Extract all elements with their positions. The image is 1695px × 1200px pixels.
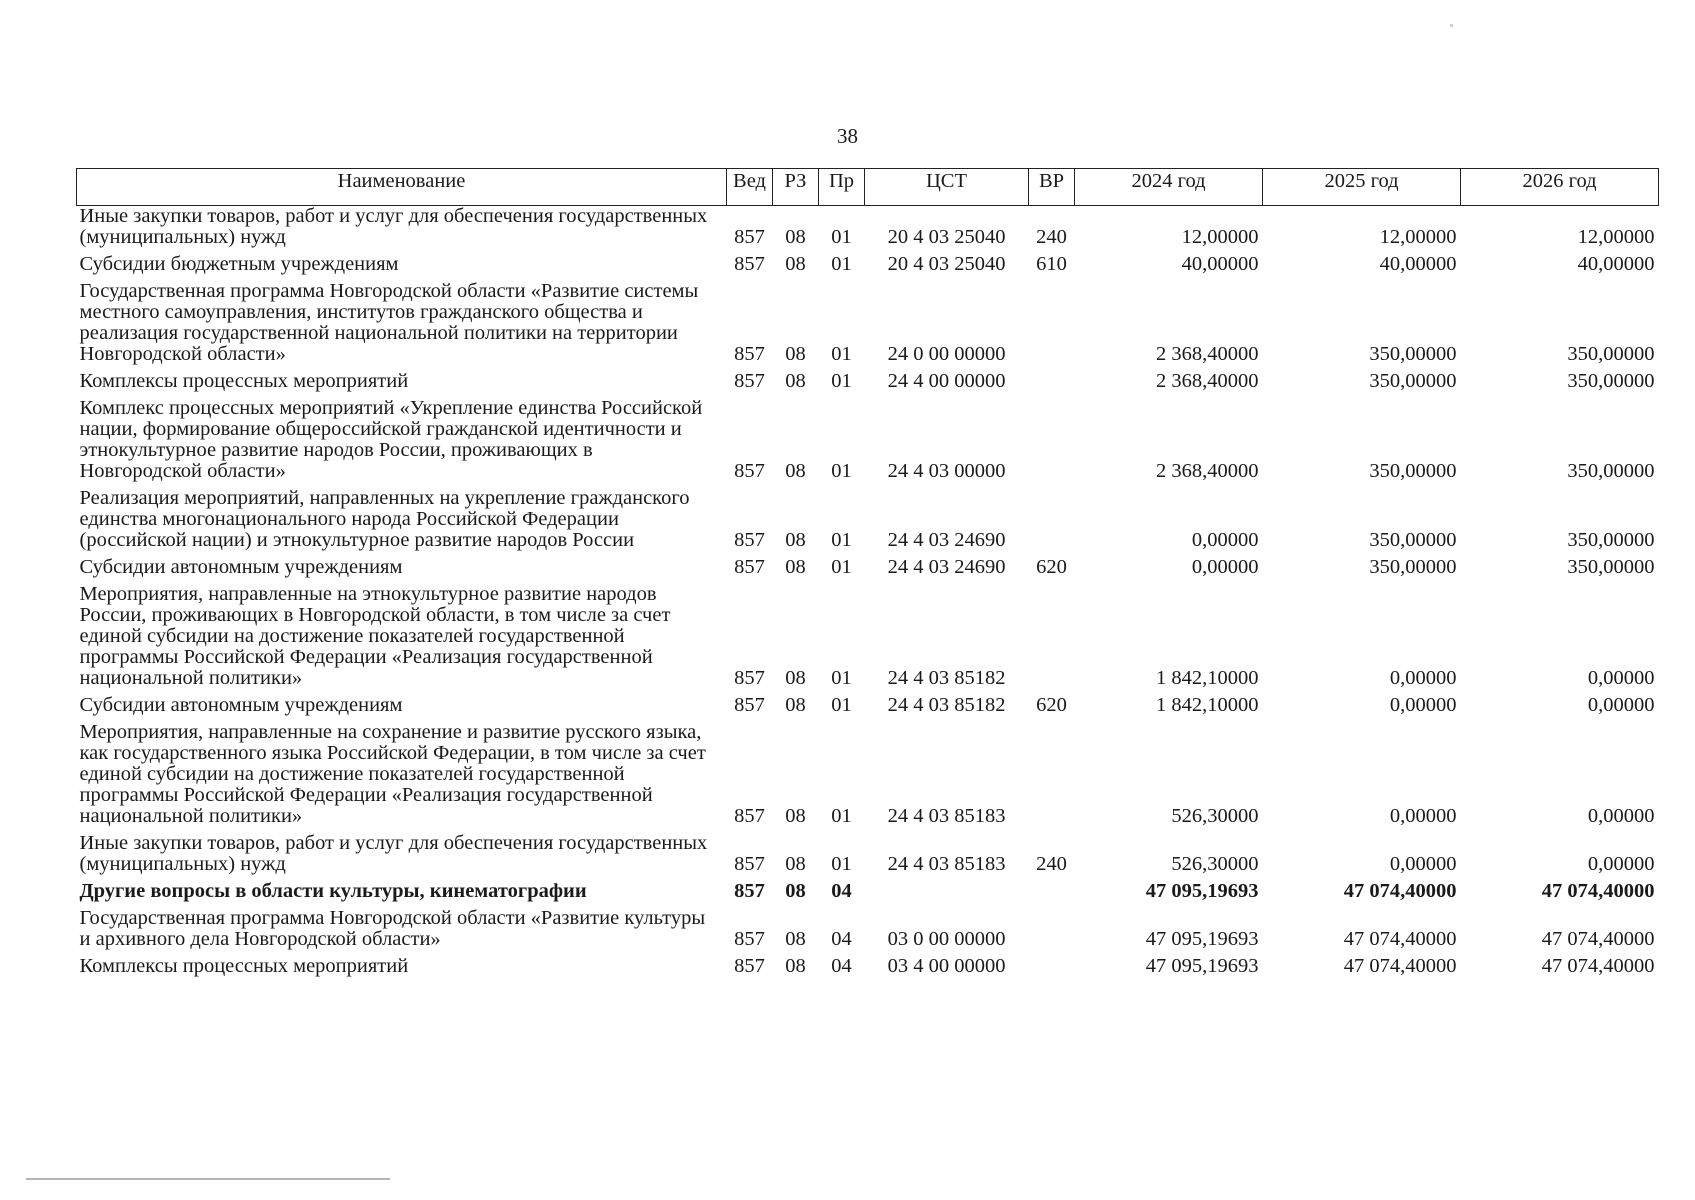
cell-rz: 08 [785,343,806,365]
cell-2026: 47 074,40000 [1541,955,1655,977]
header-vr: ВР [1029,169,1075,206]
cell-2025: 12,00000 [1379,226,1457,248]
cell-vr [1029,371,1075,398]
cell-2024: 12,00000 [1181,226,1259,248]
table-row [77,557,1659,584]
cell-name: Субсидии автономным учреждениям [79,694,403,716]
cell-cst: 03 0 00 00000 [887,928,1006,950]
cell-2025: 0,00000 [1389,805,1457,827]
cell-cst: 24 4 00 00000 [887,370,1006,392]
cell-ved: 857 [734,955,765,977]
cell-2024: 0,00000 [1191,556,1259,578]
cell-vr [1029,881,1075,908]
cell-name: Иные закупки товаров, работ и услуг для обеспечения государственных (муниципальных) нужд [79,205,708,248]
scan-artifact-dot [1450,24,1453,27]
cell-2024: 47 095,19693 [1145,928,1259,950]
cell-rz: 08 [785,226,806,248]
cell-2025: 350,00000 [1369,370,1457,392]
cell-pr: 01 [831,226,852,248]
cell-vr [1029,722,1075,833]
cell-cst: 20 4 03 25040 [887,226,1006,248]
cell-cst: 24 4 03 24690 [887,556,1006,578]
cell-vr [1029,488,1075,557]
table-row [77,956,1659,983]
cell-name: Реализация мероприятий, направленных на укрепление гражданского единства многонационального народа Российской Федерации (российской нации) и этнокультурное развитие народов России [79,487,690,551]
cell-rz: 08 [785,253,806,275]
cell-ved: 857 [734,556,765,578]
cell-rz: 08 [785,556,806,578]
cell-2026: 350,00000 [1567,370,1655,392]
table-row [77,398,1659,488]
table-row [77,371,1659,398]
cell-vr: 610 [1036,253,1067,275]
cell-2024: 526,30000 [1171,805,1259,827]
cell-2026: 350,00000 [1567,529,1655,551]
table-row [77,206,1659,255]
table-row [77,584,1659,695]
cell-rz: 08 [785,667,806,689]
cell-cst [865,881,1029,908]
cell-2026: 350,00000 [1567,556,1655,578]
cell-pr: 01 [831,853,852,875]
cell-ved: 857 [734,226,765,248]
cell-2024: 47 095,19693 [1145,955,1259,977]
table-row [77,488,1659,557]
cell-pr: 04 [831,955,852,977]
table-row [77,695,1659,722]
table-header-row [77,169,1659,206]
cell-name: Иные закупки товаров, работ и услуг для обеспечения государственных (муниципальных) нужд [79,832,708,875]
cell-2026: 0,00000 [1587,805,1655,827]
cell-2024: 40,00000 [1181,253,1259,275]
cell-2025: 350,00000 [1369,460,1457,482]
cell-ved: 857 [734,880,765,902]
cell-2026: 0,00000 [1587,667,1655,689]
cell-pr: 01 [831,805,852,827]
cell-vr: 240 [1036,853,1067,875]
cell-rz: 08 [785,928,806,950]
table-row [77,281,1659,371]
cell-rz: 08 [785,694,806,716]
cell-2024: 526,30000 [1171,853,1259,875]
cell-pr: 01 [831,667,852,689]
cell-name: Комплексы процессных мероприятий [79,955,409,977]
header-name: Наименование [77,169,727,206]
table-row [77,833,1659,881]
cell-name: Комплекс процессных мероприятий «Укрепление единства Российской нации, формирование общероссийской гражданской идентичности и этнокультурное развитие народов России, проживающих в Новгородской области» [79,397,703,482]
cell-2024: 2 368,40000 [1156,460,1259,482]
cell-vr [1029,281,1075,371]
cell-pr: 01 [831,343,852,365]
cell-cst: 03 4 00 00000 [887,955,1006,977]
cell-rz: 08 [785,805,806,827]
cell-cst: 20 4 03 25040 [887,253,1006,275]
cell-2025: 350,00000 [1369,343,1457,365]
cell-cst: 24 4 03 85183 [887,805,1006,827]
cell-ved: 857 [734,460,765,482]
cell-name: Другие вопросы в области культуры, кинематографии [79,880,587,902]
page-number: 38 [837,124,858,148]
cell-2025: 350,00000 [1369,556,1457,578]
cell-2026: 47 074,40000 [1541,880,1655,902]
cell-2025: 350,00000 [1369,529,1457,551]
table-body [77,206,1659,984]
cell-cst: 24 4 03 85183 [887,853,1006,875]
cell-ved: 857 [734,853,765,875]
table-row [77,881,1659,908]
cell-vr [1029,956,1075,983]
cell-name: Субсидии бюджетным учреждениям [79,253,399,275]
cell-rz: 08 [785,370,806,392]
header-ved: Вед [727,169,773,206]
cell-pr: 04 [831,880,852,902]
budget-table [76,168,1659,983]
cell-cst: 24 4 03 85182 [887,694,1006,716]
cell-2025: 47 074,40000 [1343,955,1457,977]
cell-rz: 08 [785,880,806,902]
cell-2024: 47 095,19693 [1145,880,1259,902]
cell-pr: 01 [831,253,852,275]
cell-2026: 0,00000 [1587,694,1655,716]
cell-2026: 47 074,40000 [1541,928,1655,950]
cell-name: Государственная программа Новгородской области «Развитие культуры и архивного дела Новгородской области» [79,907,706,950]
cell-name: Субсидии автономным учреждениям [79,556,403,578]
cell-cst: 24 4 03 00000 [887,460,1006,482]
cell-2025: 0,00000 [1389,853,1457,875]
cell-cst: 24 0 00 00000 [887,343,1006,365]
cell-ved: 857 [734,667,765,689]
cell-name: Мероприятия, направленные на этнокультурное развитие народов России, проживающих в Новгородской области, в том числе за счет единой субсидии на достижение показателей государственной программы Российской Федерации «Реализация государственной национальной политики» [79,583,671,689]
cell-name: Государственная программа Новгородской области «Развитие системы местного самоуправления, институтов гражданского общества и реализация государственной национальной политики на территории Новгородской области» [79,280,699,365]
cell-2024: 2 368,40000 [1156,370,1259,392]
cell-ved: 857 [734,253,765,275]
cell-ved: 857 [734,928,765,950]
cell-name: Мероприятия, направленные на сохранение и развитие русского языка, как государственного языка Российской Федерации, в том числе за счет единой субсидии на достижение показателей государственной программы Российской Федерации «Реализация государственной национальной политики» [79,721,706,827]
cell-vr [1029,398,1075,488]
cell-2024: 1 842,10000 [1156,694,1259,716]
header-cst: ЦСТ [865,169,1029,206]
cell-vr [1029,584,1075,695]
cell-2026: 40,00000 [1577,253,1655,275]
scan-artifact-line [26,1178,390,1180]
header-rz: РЗ [773,169,819,206]
cell-name: Комплексы процессных мероприятий [79,370,409,392]
cell-2025: 0,00000 [1389,694,1457,716]
cell-vr: 620 [1036,556,1067,578]
cell-rz: 08 [785,955,806,977]
cell-ved: 857 [734,370,765,392]
cell-ved: 857 [734,529,765,551]
cell-pr: 01 [831,694,852,716]
cell-2026: 350,00000 [1567,343,1655,365]
table-row [77,908,1659,956]
cell-pr: 04 [831,928,852,950]
cell-2026: 0,00000 [1587,853,1655,875]
cell-2025: 47 074,40000 [1343,928,1457,950]
header-2026: 2026 год [1461,169,1659,206]
cell-vr [1029,908,1075,956]
cell-2026: 350,00000 [1567,460,1655,482]
cell-pr: 01 [831,370,852,392]
cell-rz: 08 [785,853,806,875]
cell-2026: 12,00000 [1577,226,1655,248]
cell-cst: 24 4 03 85182 [887,667,1006,689]
cell-cst: 24 4 03 24690 [887,529,1006,551]
cell-2024: 2 368,40000 [1156,343,1259,365]
cell-pr: 01 [831,556,852,578]
cell-pr: 01 [831,460,852,482]
cell-2024: 1 842,10000 [1156,667,1259,689]
cell-rz: 08 [785,529,806,551]
cell-rz: 08 [785,460,806,482]
cell-2025: 47 074,40000 [1343,880,1457,902]
cell-ved: 857 [734,805,765,827]
cell-pr: 01 [831,529,852,551]
cell-ved: 857 [734,694,765,716]
table-row [77,722,1659,833]
cell-2024: 0,00000 [1191,529,1259,551]
cell-2025: 40,00000 [1379,253,1457,275]
cell-vr: 620 [1036,694,1067,716]
header-pr: Пр [819,169,865,206]
header-2024: 2024 год [1075,169,1263,206]
header-2025: 2025 год [1263,169,1461,206]
cell-vr: 240 [1036,226,1067,248]
cell-2025: 0,00000 [1389,667,1457,689]
table-row [77,254,1659,281]
cell-ved: 857 [734,343,765,365]
